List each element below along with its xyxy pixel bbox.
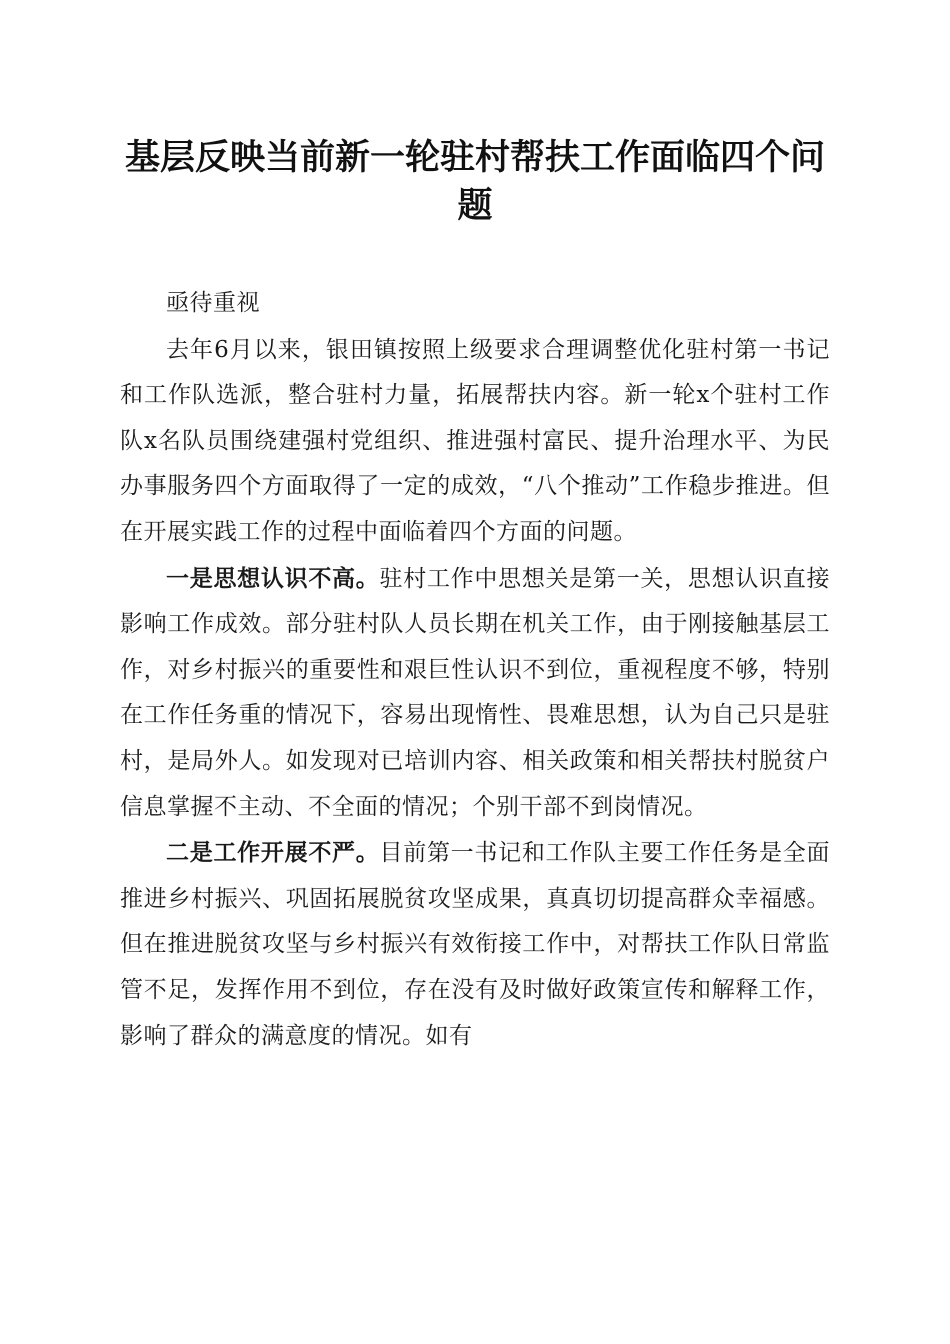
document-title: 基层反映当前新一轮驻村帮扶工作面临四个问题: [124, 137, 825, 226]
paragraph-text: 目前第一书记和工作队主要工作任务是全面推进乡村振兴、巩固拓展脱贫攻坚成果，真真切切提高群众幸福感。但在推进脱贫攻坚与乡村振兴有效衔接工作中，对帮扶工作队日常监管不足，发挥作用不到位，存在没有及时做好政策宣传和解释工作，影响了群众的满意度的情况。如有: [120, 840, 831, 1049]
paragraph-subtitle: [120, 280, 830, 327]
paragraph-intro: [120, 327, 830, 556]
paragraph-lead: 一是思想认识不高。: [166, 564, 380, 592]
paragraph-issue-2: [120, 830, 830, 1059]
paragraph-text: 驻村工作中思想关是第一关，思想认识直接影响工作成效。部分驻村队人员长期在机关工作，由于刚接触基层工作，对乡村振兴的重要性和艰巨性认识不到位，重视程度不够，特别在工作任务重的情况下，容易出现惰性、畏难思想，认为自己只是驻村，是局外人。如发现对已培训内容、相关政策和相关帮扶村脱贫户信息掌握不主动、不全面的情况；个别干部不到岗情况。: [120, 565, 831, 820]
paragraph-lead: 二是工作开展不严。: [166, 839, 380, 867]
document-body: [120, 280, 830, 1059]
paragraph-text: 去年6月以来，银田镇按照上级要求合理调整优化驻村第一书记和工作队选派，整合驻村力量，拓展帮扶内容。新一轮x个驻村工作队x名队员围绕建强村党组织、推进强村富民、提升治理水平、为民办事服务四个方面取得了一定的成效，“八个推动”工作稳步推进。但在开展实践工作的过程中面临着四个方面的问题。: [120, 336, 830, 545]
paragraph-issue-1: [120, 556, 830, 831]
paragraph-text: 亟待重视: [166, 290, 260, 316]
